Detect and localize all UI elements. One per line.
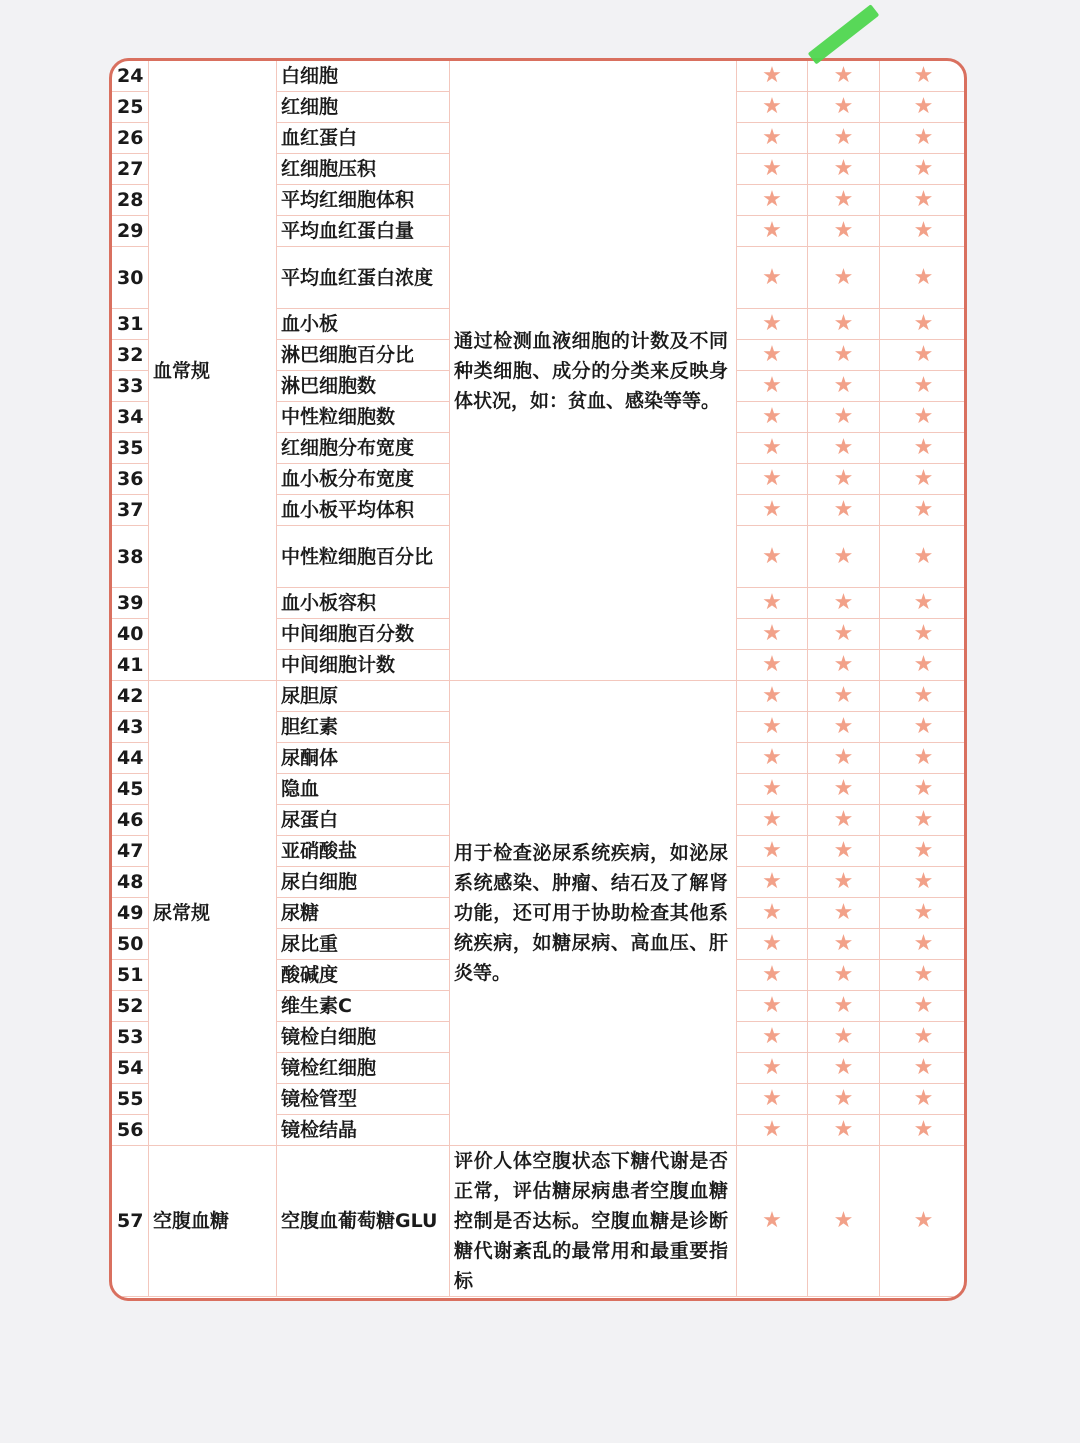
star-icon: ★: [737, 123, 808, 154]
star-icon: ★: [808, 309, 880, 340]
star-icon: ★: [737, 805, 808, 836]
row-number: 36: [112, 464, 149, 495]
star-icon: ★: [880, 836, 968, 867]
star-icon: ★: [808, 681, 880, 712]
star-icon: ★: [880, 154, 968, 185]
item-name: 亚硝酸盐: [277, 836, 450, 867]
item-name: 平均血红蛋白量: [277, 216, 450, 247]
star-icon: ★: [808, 1084, 880, 1115]
star-icon: ★: [808, 371, 880, 402]
item-name: 尿酮体: [277, 743, 450, 774]
star-icon: ★: [808, 92, 880, 123]
item-name: 中间细胞计数: [277, 650, 450, 681]
star-icon: ★: [737, 619, 808, 650]
star-icon: ★: [808, 185, 880, 216]
star-icon: ★: [880, 898, 968, 929]
item-name: 红细胞压积: [277, 154, 450, 185]
star-icon: ★: [808, 154, 880, 185]
star-icon: ★: [808, 650, 880, 681]
star-icon: ★: [880, 991, 968, 1022]
item-name: 镜检管型: [277, 1084, 450, 1115]
star-icon: ★: [737, 960, 808, 991]
star-icon: ★: [808, 123, 880, 154]
row-number: 55: [112, 1084, 149, 1115]
star-icon: ★: [737, 1115, 808, 1146]
row-number: 47: [112, 836, 149, 867]
star-icon: ★: [808, 712, 880, 743]
star-icon: ★: [737, 433, 808, 464]
row-number: 27: [112, 154, 149, 185]
item-name: 血小板分布宽度: [277, 464, 450, 495]
row-number: 25: [112, 92, 149, 123]
item-name: 淋巴细胞百分比: [277, 340, 450, 371]
star-icon: ★: [808, 402, 880, 433]
item-name: 淋巴细胞数: [277, 371, 450, 402]
star-icon: ★: [880, 650, 968, 681]
row-number: 38: [112, 526, 149, 588]
star-icon: ★: [808, 526, 880, 588]
table-row: [112, 1146, 968, 1297]
star-icon: ★: [737, 1146, 808, 1297]
star-icon: ★: [737, 1022, 808, 1053]
item-name: 中间细胞百分数: [277, 619, 450, 650]
star-icon: ★: [880, 588, 968, 619]
star-icon: ★: [808, 774, 880, 805]
star-icon: ★: [880, 1115, 968, 1146]
star-icon: ★: [737, 867, 808, 898]
star-icon: ★: [880, 495, 968, 526]
star-icon: ★: [808, 495, 880, 526]
row-number: 49: [112, 898, 149, 929]
category-cell: 血常规: [149, 61, 277, 681]
item-name: 平均血红蛋白浓度: [277, 247, 450, 309]
star-icon: ★: [737, 402, 808, 433]
row-number: 52: [112, 991, 149, 1022]
star-icon: ★: [737, 650, 808, 681]
star-icon: ★: [880, 61, 968, 92]
star-icon: ★: [880, 526, 968, 588]
star-icon: ★: [880, 929, 968, 960]
item-name: 镜检红细胞: [277, 1053, 450, 1084]
star-icon: ★: [737, 92, 808, 123]
row-number: 29: [112, 216, 149, 247]
star-icon: ★: [808, 216, 880, 247]
star-icon: ★: [880, 433, 968, 464]
item-name: 血红蛋白: [277, 123, 450, 154]
star-icon: ★: [880, 340, 968, 371]
item-name: 中性粒细胞百分比: [277, 526, 450, 588]
star-icon: ★: [880, 464, 968, 495]
star-icon: ★: [737, 681, 808, 712]
row-number: 24: [112, 61, 149, 92]
star-icon: ★: [737, 340, 808, 371]
row-number: 28: [112, 185, 149, 216]
item-name: 隐血: [277, 774, 450, 805]
star-icon: ★: [880, 185, 968, 216]
row-number: 41: [112, 650, 149, 681]
row-number: 54: [112, 1053, 149, 1084]
star-icon: ★: [880, 774, 968, 805]
star-icon: ★: [880, 1084, 968, 1115]
row-number: 39: [112, 588, 149, 619]
item-name: 血小板: [277, 309, 450, 340]
star-icon: ★: [737, 743, 808, 774]
star-icon: ★: [880, 805, 968, 836]
star-icon: ★: [737, 185, 808, 216]
row-number: 35: [112, 433, 149, 464]
row-number: 42: [112, 681, 149, 712]
star-icon: ★: [808, 247, 880, 309]
star-icon: ★: [880, 1053, 968, 1084]
check-mark: [808, 4, 880, 64]
star-icon: ★: [880, 402, 968, 433]
star-icon: ★: [737, 929, 808, 960]
star-icon: ★: [737, 154, 808, 185]
star-icon: ★: [808, 619, 880, 650]
row-number: 43: [112, 712, 149, 743]
star-icon: ★: [737, 1084, 808, 1115]
star-icon: ★: [808, 805, 880, 836]
star-icon: ★: [808, 61, 880, 92]
item-name: 维生素C: [277, 991, 450, 1022]
item-name: 红细胞分布宽度: [277, 433, 450, 464]
row-number: 45: [112, 774, 149, 805]
item-name: 镜检结晶: [277, 1115, 450, 1146]
star-icon: ★: [808, 836, 880, 867]
star-icon: ★: [808, 743, 880, 774]
item-name: 白细胞: [277, 61, 450, 92]
description-cell: 通过检测血液细胞的计数及不同种类细胞、成分的分类来反映身体状况，如：贫血、感染等等。: [450, 61, 737, 681]
row-number: 56: [112, 1115, 149, 1146]
table-row: [112, 681, 968, 712]
star-icon: ★: [880, 712, 968, 743]
star-icon: ★: [880, 867, 968, 898]
item-name: 红细胞: [277, 92, 450, 123]
star-icon: ★: [737, 588, 808, 619]
star-icon: ★: [880, 247, 968, 309]
star-icon: ★: [880, 743, 968, 774]
star-icon: ★: [737, 61, 808, 92]
star-icon: ★: [808, 867, 880, 898]
star-icon: ★: [737, 774, 808, 805]
star-icon: ★: [737, 495, 808, 526]
star-icon: ★: [808, 433, 880, 464]
star-icon: ★: [737, 371, 808, 402]
star-icon: ★: [737, 526, 808, 588]
item-name: 尿白细胞: [277, 867, 450, 898]
item-name: 尿胆原: [277, 681, 450, 712]
checkup-table: [111, 60, 967, 1297]
item-name: 尿糖: [277, 898, 450, 929]
description-cell: 用于检查泌尿系统疾病，如泌尿系统感染、肿瘤、结石及了解肾功能，还可用于协助检查其他系统疾病，如糖尿病、高血压、肝炎等。: [450, 681, 737, 1146]
row-number: 33: [112, 371, 149, 402]
row-number: 44: [112, 743, 149, 774]
row-number: 34: [112, 402, 149, 433]
star-icon: ★: [880, 309, 968, 340]
star-icon: ★: [737, 712, 808, 743]
star-icon: ★: [808, 588, 880, 619]
item-name: 镜检白细胞: [277, 1022, 450, 1053]
category-cell: 空腹血糖: [149, 1146, 277, 1297]
row-number: 31: [112, 309, 149, 340]
row-number: 40: [112, 619, 149, 650]
row-number: 57: [112, 1146, 149, 1297]
star-icon: ★: [880, 123, 968, 154]
item-name: 血小板平均体积: [277, 495, 450, 526]
item-name: 空腹血葡萄糖GLU: [277, 1146, 450, 1297]
star-icon: ★: [737, 216, 808, 247]
star-icon: ★: [880, 371, 968, 402]
row-number: 53: [112, 1022, 149, 1053]
category-cell: 尿常规: [149, 681, 277, 1146]
row-number: 26: [112, 123, 149, 154]
star-icon: ★: [880, 1022, 968, 1053]
star-icon: ★: [808, 898, 880, 929]
row-number: 48: [112, 867, 149, 898]
star-icon: ★: [808, 1022, 880, 1053]
star-icon: ★: [737, 464, 808, 495]
star-icon: ★: [808, 929, 880, 960]
item-name: 酸碱度: [277, 960, 450, 991]
item-name: 胆红素: [277, 712, 450, 743]
star-icon: ★: [737, 991, 808, 1022]
star-icon: ★: [808, 340, 880, 371]
item-name: 平均红细胞体积: [277, 185, 450, 216]
star-icon: ★: [808, 960, 880, 991]
table-card: [109, 58, 967, 1301]
row-number: 50: [112, 929, 149, 960]
star-icon: ★: [880, 681, 968, 712]
item-name: 血小板容积: [277, 588, 450, 619]
star-icon: ★: [737, 1053, 808, 1084]
item-name: 尿比重: [277, 929, 450, 960]
row-number: 51: [112, 960, 149, 991]
star-icon: ★: [808, 1146, 880, 1297]
star-icon: ★: [880, 960, 968, 991]
row-number: 46: [112, 805, 149, 836]
star-icon: ★: [880, 92, 968, 123]
description-cell: 评价人体空腹状态下糖代谢是否正常，评估糖尿病患者空腹血糖控制是否达标。空腹血糖是诊断糖代谢紊乱的最常用和最重要指标: [450, 1146, 737, 1297]
star-icon: ★: [880, 216, 968, 247]
star-icon: ★: [737, 836, 808, 867]
item-name: 尿蛋白: [277, 805, 450, 836]
star-icon: ★: [737, 247, 808, 309]
star-icon: ★: [737, 309, 808, 340]
star-icon: ★: [808, 464, 880, 495]
row-number: 37: [112, 495, 149, 526]
table-row: [112, 61, 968, 92]
star-icon: ★: [808, 991, 880, 1022]
star-icon: ★: [808, 1053, 880, 1084]
star-icon: ★: [880, 1146, 968, 1297]
row-number: 30: [112, 247, 149, 309]
item-name: 中性粒细胞数: [277, 402, 450, 433]
row-number: 32: [112, 340, 149, 371]
star-icon: ★: [737, 898, 808, 929]
star-icon: ★: [880, 619, 968, 650]
star-icon: ★: [808, 1115, 880, 1146]
